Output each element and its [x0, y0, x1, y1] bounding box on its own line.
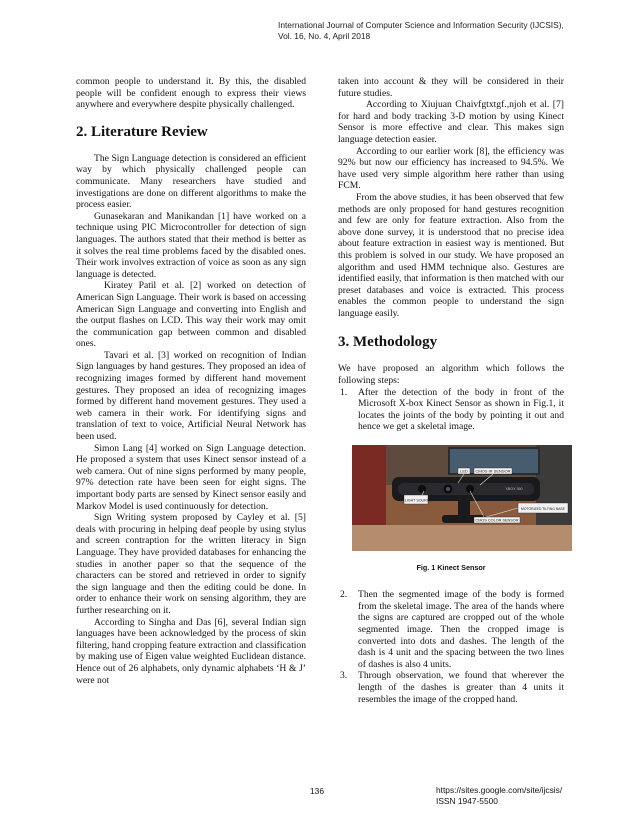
- list-number: 3.: [340, 670, 348, 682]
- label-motorized-tilting-base: MOTORIZED TILTING BASE: [521, 507, 565, 512]
- list-number: 1.: [340, 386, 348, 398]
- paragraph: Tavari et al. [3] worked on recognition of Indian Sign languages by hand gestures. They proposed an idea of recognizing images formed by different hand movement gestures. They proposed an idea of recognizing images formed by different hand movement gestures. They used a web camera in their work. For identifying signs and translation of text to voice, Artificial Neural Network has been used.: [76, 349, 306, 443]
- left-column: [76, 76, 306, 686]
- paragraph: Sign Writing system proposed by Cayley et al. [5] deals with procuring in helping deaf people by using stylus and screen contraption for the written literacy in Sign Language. They have provided databases for enhancing the studies in another paper so that the sequence of the characters can be stored and retrieved in order to signify the sign language and then the editing could be done. In order to enhance their work on sensing algorithm, they are further researching on it.: [76, 512, 306, 616]
- journal-header: [278, 20, 598, 42]
- label-ir-light-source: IR LIGHT SOURCE: [400, 498, 432, 503]
- steps-list-continued: [338, 589, 564, 705]
- figure-caption: Fig. 1 Kinect Sensor: [416, 562, 486, 572]
- intro-continuation: common people to understand it. By this, the disabled people will be confident enough to express their views anywhere and everywhere despite physically challenged.: [76, 76, 306, 111]
- label-xbox: XBOX 360: [505, 487, 523, 492]
- list-number: 2.: [340, 589, 348, 601]
- kinect-sensor-figure: [352, 445, 572, 551]
- steps-list: [338, 387, 564, 433]
- list-item: [338, 387, 564, 433]
- journal-header-line1: International Journal of Computer Science and Information Security (IJCSIS),: [278, 20, 564, 30]
- paragraph: Simon Lang [4] worked on Sign Language detection. He proposed a system that uses Kinect sensor instead of a web camera. Out of nine signs performed by many people, 97% detection rate have been seen for eight signs. The important body parts are sensed by Kinect sensor easily and Markov Model is used continuously for detection.: [76, 442, 306, 512]
- journal-footer: [436, 785, 562, 807]
- journal-issn: ISSN 1947-5500: [436, 796, 498, 806]
- paragraph-continuation: taken into account & they will be considered in their future studies.: [338, 76, 564, 99]
- paragraph: According to Xiujuan Chaivfgtxtgf.,njoh et al. [7] for hard and body tracking 3-D motion by using Kinect Sensor is more effective and clear. This makes sign language detection easier.: [338, 99, 564, 145]
- paragraph: According to Singha and Das [6], several Indian sign languages have been acknowledged by the process of skin filtering, hand cropping feature extraction and classification by making use of Eigen value weighted Euclidean distance. Hence out of 26 alphabets, only dynamic alphabets ‘H & J’ were not: [76, 616, 306, 686]
- section-title-literature-review: 2. Literature Review: [76, 123, 208, 140]
- methodology-intro: We have proposed an algorithm which follows the following steps:: [338, 363, 564, 387]
- list-text: Then the segmented image of the body is formed from the skeletal image. The area of the hands where the signs are captured are cropped out of the whole segmented image. Then the cropped image is converted into dots and dashes. The length of the dash is 4 unit and the spacing between the two lines of dashes is also 4 units.: [358, 589, 564, 670]
- page-number: 136: [310, 786, 324, 796]
- label-cmos-color-sensor: CMOS COLOR SENSOR: [475, 518, 519, 523]
- paragraph: The Sign Language detection is considered an efficient way by which physically challenged people can communicate. Many researchers have studied and investigations are done on different algorithms to make the process easier.: [76, 152, 306, 211]
- paragraph: Gunasekaran and Manikandan [1] have worked on a technique using PIC Microcontroller for detection of sign languages. The authors stated that their method is better as it solves the real time problems faced by the disabled ones. Their work involves extraction of voice as soon as any sign language is detected.: [76, 210, 306, 280]
- journal-url: https://sites.google.com/site/ijcsis/: [436, 785, 563, 795]
- right-column: [338, 76, 564, 705]
- list-text: Through observation, we found that wherever the length of the dashes is greater than 4 units it resembles the image of the cropped hand.: [358, 670, 564, 705]
- label-cmos-ir-sensor: CMOS IR SENSOR: [475, 468, 511, 474]
- section-title-methodology: 3. Methodology: [338, 334, 438, 351]
- list-item: [338, 589, 564, 670]
- paragraph: According to our earlier work [8], the efficiency was 92% but now our efficiency has increased to 94.5%. We have used very simple algorithm here rather than using FCM.: [338, 145, 564, 192]
- paragraph: Kiratey Patil et al. [2] worked on detection of American Sign Language. Their work is based on accessing American Sign Language and converting into English and the output flashes on LCD. This way their work may omit the communication gap between common and disabled ones.: [76, 280, 306, 350]
- list-text: After the detection of the body in front of the Microsoft X-box Kinect Sensor as shown in Fig.1, it locates the joints of the body by pointing it out and hence we get a skeletal image.: [358, 386, 564, 433]
- label-led: LED: [460, 468, 468, 474]
- journal-header-line2: Vol. 16, No. 4, April 2018: [278, 31, 371, 41]
- paragraph: From the above studies, it has been observed that few methods are only proposed for hand gestures recognition and few are only for feature extraction. Also from the above done survey, it is understood that no precise idea about feature extraction in easiest way is mentioned. But this problem is solved in our study. We have proposed an algorithm and used HMM technique also. Gestures are identified easily, that information is then matched with our preset databases and voice is extracted. This process enables the common people to understand the sign language easily.: [338, 191, 564, 319]
- list-item: [338, 670, 564, 705]
